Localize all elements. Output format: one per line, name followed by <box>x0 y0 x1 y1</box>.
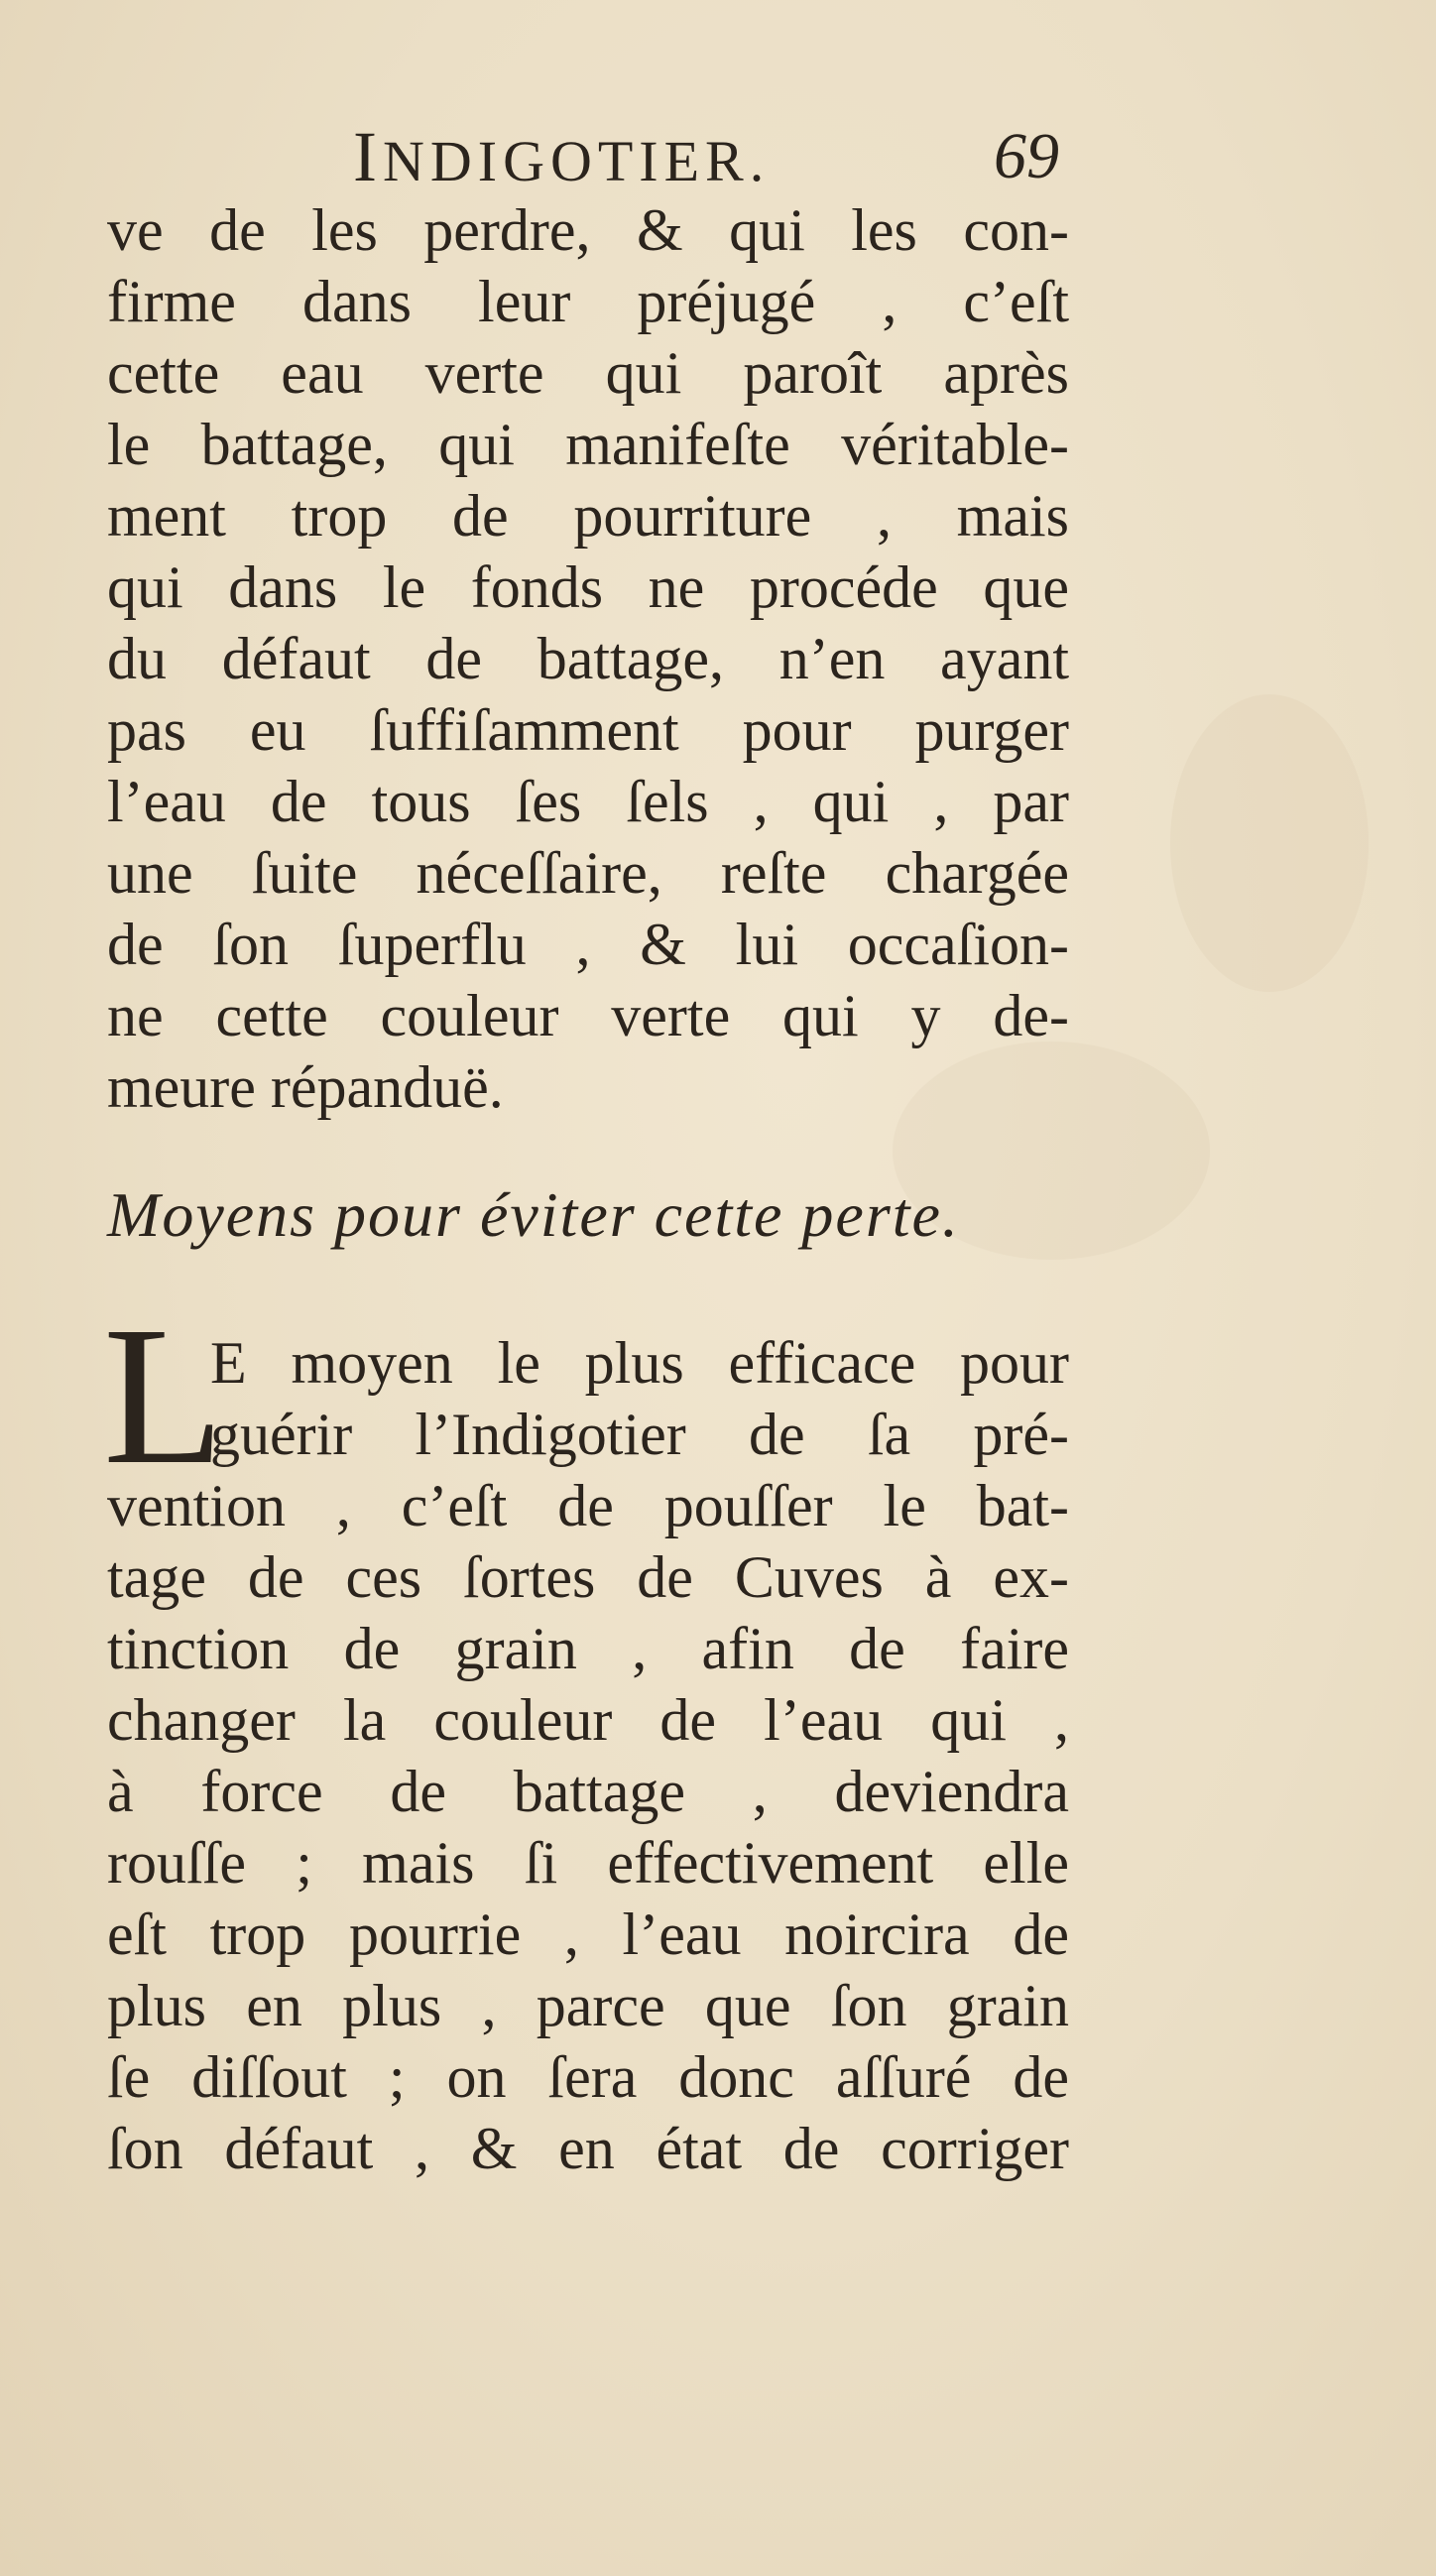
text-line: ſon défaut , & en état de corriger <box>107 2116 1069 2181</box>
text-line: rouſſe ; mais ſi effectivement elle <box>107 1830 1069 1896</box>
text-line: plus en plus , parce que ſon grain <box>107 1973 1069 2038</box>
text-line: de ſon ſuperflu , & lui occaſion- <box>107 912 1069 977</box>
text-line: eſt trop pourrie , l’eau noircira de <box>107 1901 1069 1967</box>
text-line: du défaut de battage, n’en ayant <box>107 626 1069 691</box>
text-line: E moyen le plus efficace pour <box>210 1330 1069 1396</box>
text-line: firme dans leur préjugé , c’eſt <box>107 269 1069 334</box>
drop-cap: L <box>103 1287 225 1506</box>
text-line: changer la couleur de l’eau qui , <box>107 1687 1069 1753</box>
text-line: vention , c’eſt de pouſſer le bat- <box>107 1473 1069 1538</box>
running-head <box>353 117 770 201</box>
paper-stain <box>1170 694 1369 992</box>
page-number: 69 <box>994 120 1059 192</box>
running-head-rest: NDIGOTIER. <box>382 129 771 193</box>
text-line: ne cette couleur verte qui y de- <box>107 983 1069 1048</box>
text-line: l’eau de tous ſes ſels , qui , par <box>107 769 1069 834</box>
text-line: pas eu ſuffiſamment pour purger <box>107 697 1069 763</box>
text-line: une ſuite néceſſaire, reſte chargée <box>107 840 1069 906</box>
text-line: meure répanduë. <box>107 1054 504 1120</box>
text-line: tinction de grain , afin de faire <box>107 1616 1069 1681</box>
text-line: ve de les perdre, & qui les con- <box>107 197 1069 263</box>
text-line: ſe diſſout ; on ſera donc aſſuré de <box>107 2044 1069 2110</box>
running-head-initial: I <box>353 117 383 196</box>
text-line: à force de battage , deviendra <box>107 1759 1069 1824</box>
page-header <box>0 117 1436 196</box>
text-line: le battage, qui manifeſte véritable- <box>107 412 1069 477</box>
text-line: qui dans le fonds ne procéde que <box>107 554 1069 620</box>
text-line: ment trop de pourriture , mais <box>107 483 1069 549</box>
section-title: Moyens pour éviter cette perte. <box>107 1179 960 1250</box>
text-line: tage de ces ſortes de Cuves à ex- <box>107 1544 1069 1610</box>
text-line: guérir l’Indigotier de ſa pré- <box>210 1402 1069 1467</box>
text-line: cette eau verte qui paroît après <box>107 340 1069 406</box>
